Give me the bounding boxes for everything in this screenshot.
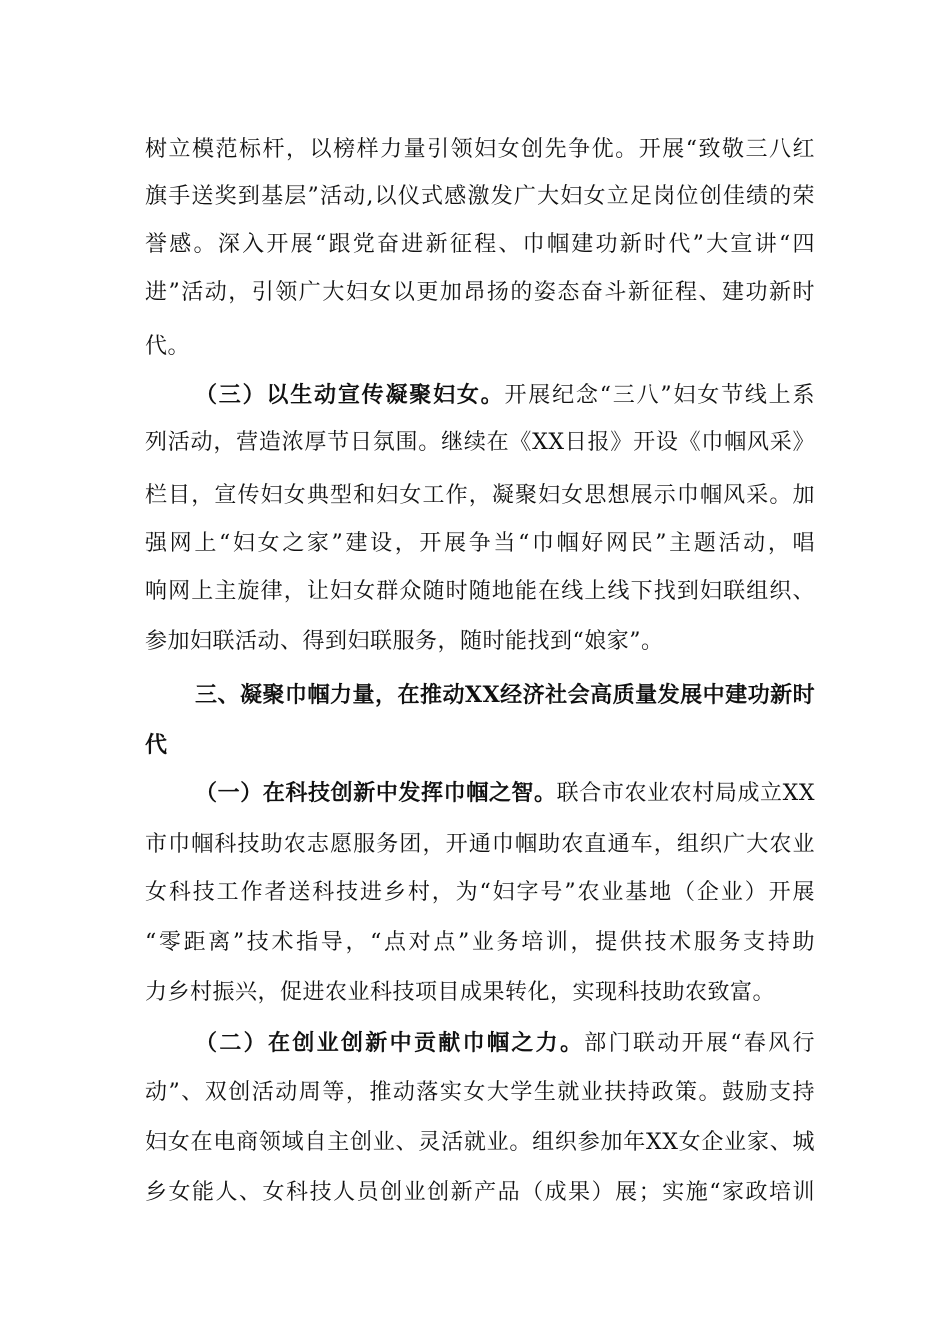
line-text: 市巾帼科技助农志愿服务团，开通巾帼助农直通车，组织广大农业	[145, 832, 815, 857]
paragraph-line-4	[145, 278, 815, 308]
section-heading-bold: （二）在创业创新中贡献巾帼之力。	[195, 1030, 585, 1056]
line-text: “零距离”技术指导，“点对点”业务培训，提供技术服务支持助	[145, 930, 815, 955]
line-text: 部门联动开展“春风行	[584, 1031, 815, 1056]
line-text: 力乡村振兴，促进农业科技项目成果转化，实现科技助农致富。	[145, 980, 776, 1005]
line-text: 乡女能人、女科技人员创业创新产品（成果）展；实施“家政培训	[145, 1180, 815, 1205]
paragraph-line-8	[145, 481, 815, 511]
line-text: 联合市农业农村局成立XX	[556, 781, 815, 806]
line-text: 响网上主旋律，让妇女群众随时随地能在线上线下找到妇联组织、	[145, 579, 815, 604]
line-text: 栏目，宣传妇女典型和妇女工作，凝聚妇女思想展示巾帼风采。加	[145, 483, 815, 508]
paragraph-line-7	[145, 428, 815, 458]
section-heading-1	[195, 778, 815, 809]
paragraph-line-3	[145, 230, 815, 260]
chapter-heading-continued	[145, 730, 815, 760]
line-text: 开展纪念“三八”妇女节线上系	[504, 383, 815, 408]
line-text: 代。	[145, 334, 191, 359]
line-text: 列活动，营造浓厚节日氛围。继续在《XX日报》开设《巾帼风采》	[145, 430, 815, 455]
chapter-heading-text: 代	[145, 732, 168, 758]
paragraph-line-1	[145, 135, 815, 165]
line-text: 妇女在电商领域自主创业、灵活就业。组织参加年XX女企业家、城	[145, 1130, 815, 1155]
paragraph-line-22	[145, 1178, 815, 1208]
section-heading-3	[195, 380, 815, 411]
chapter-heading-text: 三、凝聚巾帼力量，在推动XX经济社会高质量发展中建功新时	[195, 682, 816, 708]
paragraph-line-11	[145, 627, 815, 657]
line-text: 进”活动，引领广大妇女以更加昂扬的姿态奋斗新征程、建功新时	[145, 280, 815, 305]
paragraph-line-16	[145, 878, 815, 908]
line-text: 树立模范标杆，以榜样力量引领妇女创先争优。开展“致敬三八红	[145, 137, 815, 162]
line-text: 誉感。深入开展“跟党奋进新征程、巾帼建功新时代”大宣讲“四	[145, 232, 815, 257]
section-heading-bold: （一）在科技创新中发挥巾帼之智。	[195, 780, 557, 806]
paragraph-line-5	[145, 332, 815, 362]
paragraph-line-2	[145, 182, 815, 212]
chapter-heading	[195, 680, 815, 710]
paragraph-line-17	[145, 928, 815, 958]
paragraph-line-15	[145, 830, 815, 860]
line-text: 旗手送奖到基层”活动,以仪式感激发广大妇女立足岗位创佳绩的荣	[145, 184, 815, 209]
line-text: 强网上“妇女之家”建设，开展争当“巾帼好网民”主题活动，唱	[145, 531, 815, 556]
line-text: 参加妇联活动、得到妇联服务，随时能找到“娘家”。	[145, 629, 664, 654]
section-heading-bold: （三）以生动宣传凝聚妇女。	[195, 382, 505, 408]
paragraph-line-21	[145, 1128, 815, 1158]
paragraph-line-20	[145, 1078, 815, 1108]
paragraph-line-9	[145, 529, 815, 559]
line-text: 女科技工作者送科技进乡村，为“妇字号”农业基地（企业）开展	[145, 880, 815, 905]
section-heading-2	[195, 1028, 815, 1059]
line-text: 动”、双创活动周等，推动落实女大学生就业扶持政策。鼓励支持	[145, 1080, 815, 1105]
paragraph-line-18	[145, 978, 815, 1008]
paragraph-line-10	[145, 577, 815, 607]
